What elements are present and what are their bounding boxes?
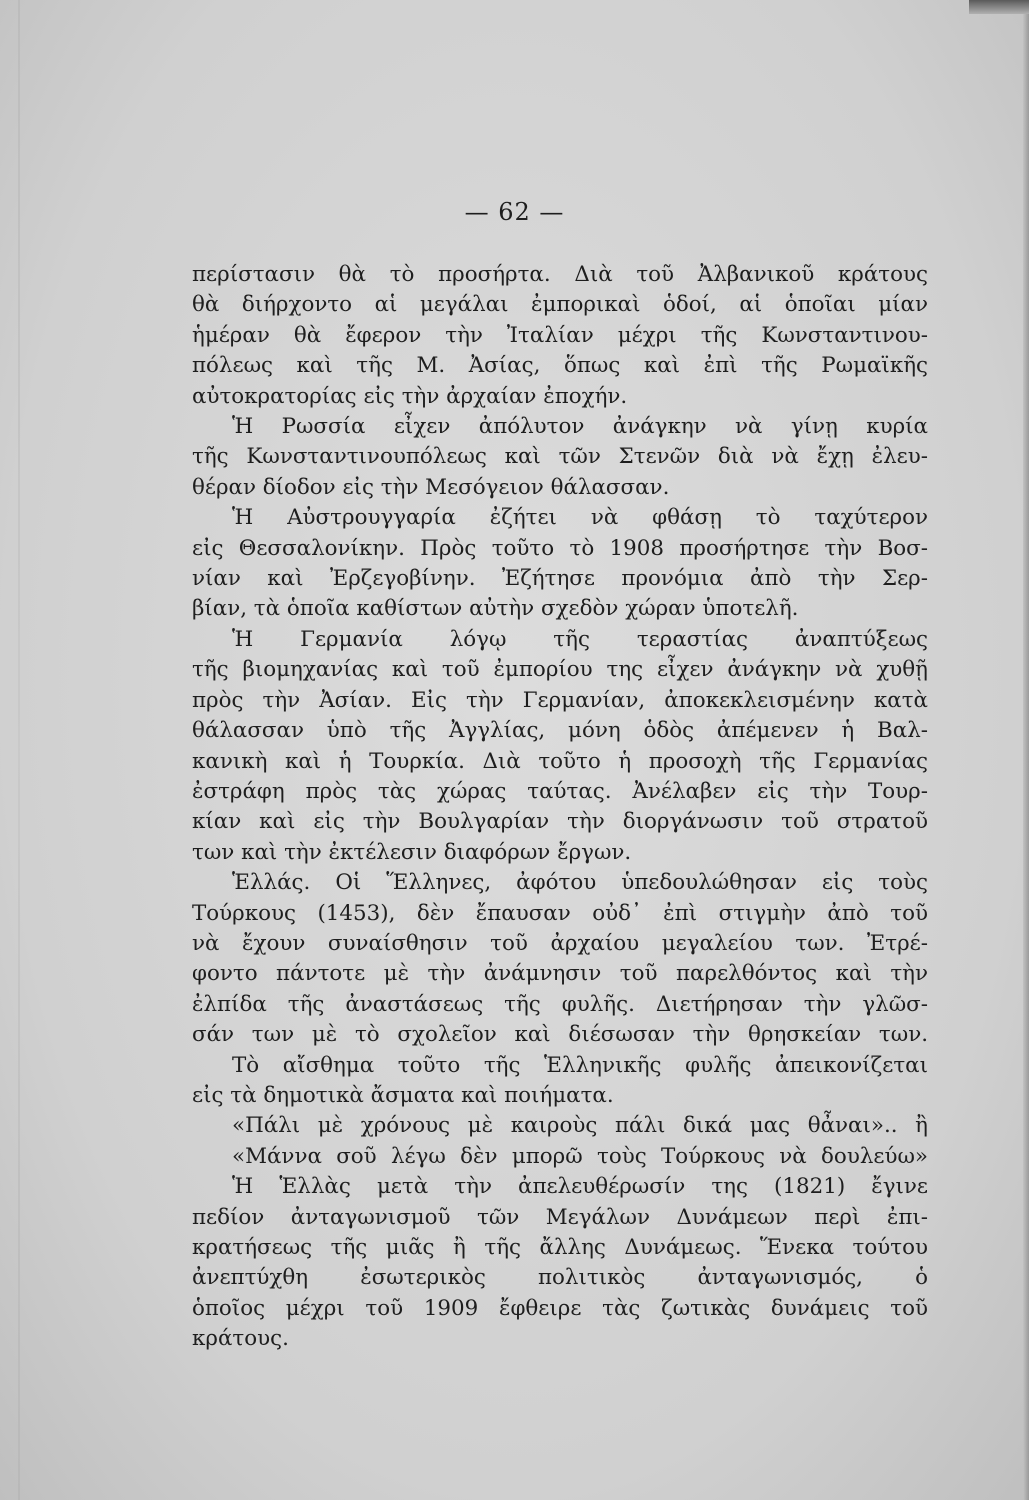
text-line: των καὶ τὴν ἐκτέλεσιν διαφόρων ἔργων. xyxy=(192,839,632,865)
page-number: — 62 — xyxy=(464,198,565,226)
text-line: θὰ διήρχοντο αἱ μεγάλαι ἐμπορικαὶ ὁδοί, αἱ ὁποῖαι μίαν xyxy=(192,292,928,318)
text-line: νίαν καὶ Ἐρζεγοβίνην. Ἐζήτησε προνόμια ἀπὸ τὴν Σερ- xyxy=(192,566,928,592)
corner-shadow xyxy=(969,0,1029,14)
text-line: ἐλπίδα τῆς ἀναστάσεως τῆς φυλῆς. Διετήρησαν τὴν γλῶσ- xyxy=(192,991,928,1017)
text-line: βίαν, τὰ ὁποῖα καθίστων αὐτὴν σχεδὸν χώραν ὑποτελῆ. xyxy=(192,596,799,622)
text-line: ἡμέραν θὰ ἔφερον τὴν Ἰταλίαν μέχρι τῆς Κωνσταντινου- xyxy=(192,322,928,348)
text-line: περίστασιν θὰ τὸ προσήρτα. Διὰ τοῦ Ἀλβανικοῦ κράτους xyxy=(192,262,928,287)
text-line: Ἡ Ἑλλὰς μετὰ τὴν ἀπελευθέρωσίν της (1821) ἔγινε xyxy=(232,1174,928,1200)
text-line: «Μάννα σοῦ λέγω δὲν μπορῶ τοὺς Τούρκους νὰ δουλεύω» xyxy=(232,1143,928,1169)
text-line: κρατήσεως τῆς μιᾶς ἢ τῆς ἄλλης Δυνάμεως. Ἕνεκα τούτου xyxy=(192,1235,928,1260)
body-text xyxy=(192,260,928,1355)
text-line: πεδίον ἀνταγωνισμοῦ τῶν Μεγάλων Δυνάμεων περὶ ἐπι- xyxy=(192,1204,928,1230)
text-line: θάλασσαν ὑπὸ τῆς Ἀγγλίας, μόνη ὁδὸς ἀπέμενεν ἡ Βαλ- xyxy=(192,718,928,744)
text-line: Ἡ Ρωσσία εἶχεν ἀπόλυτον ἀνάγκην νὰ γίνῃ κυρία xyxy=(232,414,928,440)
text-line: ὁποῖος μέχρι τοῦ 1909 ἔφθειρε τὰς ζωτικὰς δυνάμεις τοῦ xyxy=(192,1295,928,1321)
text-line: Ἑλλάς. Οἱ Ἕλληνες, ἀφότου ὑπεδουλώθησαν εἰς τοὺς xyxy=(232,870,928,896)
text-line: ἐστράφη πρὸς τὰς χώρας ταύτας. Ἀνέλαβεν εἰς τὴν Τουρ- xyxy=(192,778,928,804)
text-line: πρὸς τὴν Ἀσίαν. Εἰς τὴν Γερμανίαν, ἀποκεκλεισμένην κατὰ xyxy=(192,687,928,713)
text-line: κράτους. xyxy=(192,1326,289,1352)
text-line: ἀνεπτύχθη ἐσωτερικὸς πολιτικὸς ἀνταγωνισμός, ὁ xyxy=(192,1265,928,1291)
text-line: σάν των μὲ τὸ σχολεῖον καὶ διέσωσαν τὴν θρησκείαν των. xyxy=(192,1022,928,1048)
text-line: εἰς Θεσσαλονίκην. Πρὸς τοῦτο τὸ 1908 προσήρτησε τὴν Βοσ- xyxy=(192,535,928,561)
text-line: τῆς Κωνσταντινουπόλεως καὶ τῶν Στενῶν διὰ νὰ ἔχῃ ἐλευ- xyxy=(192,444,928,470)
text-line: κανικὴ καὶ ἡ Τουρκία. Διὰ τοῦτο ἡ προσοχὴ τῆς Γερμανίας xyxy=(192,748,928,774)
text-line: πόλεως καὶ τῆς Μ. Ἀσίας, ὅπως καὶ ἐπὶ τῆς Ρωμαϊκῆς xyxy=(192,353,928,379)
text-line: Τὸ αἴσθημα τοῦτο τῆς Ἑλληνικῆς φυλῆς ἀπεικονίζεται xyxy=(232,1052,928,1078)
text-line: νὰ ἔχουν συναίσθησιν τοῦ ἀρχαίου μεγαλείου των. Ἐτρέ- xyxy=(192,930,928,956)
text-line: αὐτοκρατορίας εἰς τὴν ἀρχαίαν ἐποχήν. xyxy=(192,383,628,409)
text-line: θέραν δίοδον εἰς τὴν Μεσόγειον θάλασσαν. xyxy=(192,474,670,500)
text-line: Ἡ Αὐστρουγγαρία ἐζήτει νὰ φθάσῃ τὸ ταχύτερον xyxy=(232,505,928,531)
text-line: τῆς βιομηχανίας καὶ τοῦ ἐμπορίου της εἶχεν ἀνάγκην νὰ χυθῇ xyxy=(192,657,928,683)
text-line: κίαν καὶ εἰς τὴν Βουλγαρίαν τὴν διοργάνωσιν τοῦ στρατοῦ xyxy=(192,809,928,835)
text-line: Τούρκους (1453), δὲν ἔπαυσαν οὐδ᾿ ἐπὶ στιγμὴν ἀπὸ τοῦ xyxy=(192,900,928,926)
text-line: εἰς τὰ δημοτικὰ ἄσματα καὶ ποιήματα. xyxy=(192,1082,614,1108)
text-line: φοντο πάντοτε μὲ τὴν ἀνάμνησιν τοῦ παρελθόντος καὶ τὴν xyxy=(192,961,928,987)
text-line: Ἡ Γερμανία λόγῳ τῆς τεραστίας ἀναπτύξεως xyxy=(232,626,928,652)
text-line: «Πάλι μὲ χρόνους μὲ καιροὺς πάλι δικά μας θἆναι».. ἢ xyxy=(232,1113,928,1139)
